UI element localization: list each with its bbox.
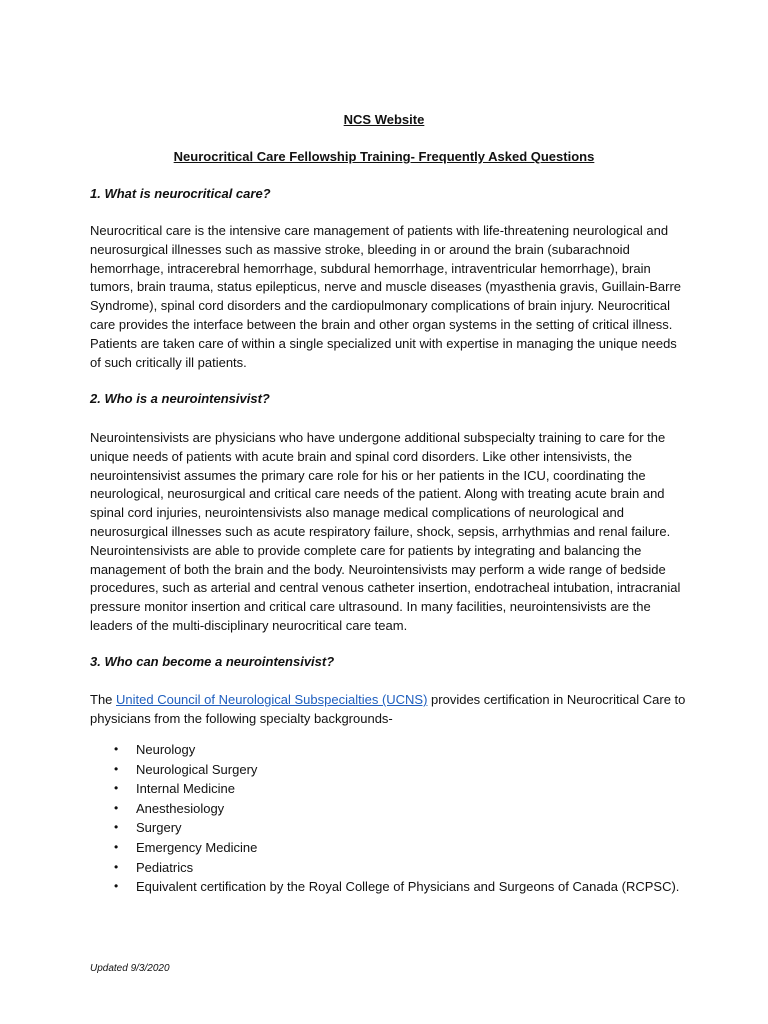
site-title: NCS Website bbox=[343, 112, 425, 127]
answer-3-suffix: provides certification in Neurocritical Care to physicians from the following specialty backgrounds- bbox=[90, 692, 686, 726]
answer-3-paragraph bbox=[90, 691, 690, 729]
answer-2-paragraph: Neurointensivists are physicians who have undergone additional subspecialty training to care for the unique needs of patients with acute brain and spinal cord disorders. Like other intensivists, the neurointensivist assumes the primary care role for his or her patients in the ICU, coordinating the neurological, neurosurgical and critical care needs of the patient. Along with treating acute brain and spinal cord injuries, neurointensivists also manage medical complications of neurological and neurosurgical illnesses such as acute respiratory failure, shock, sepsis, arrhythmias and renal failure. Neurointensivists are able to provide complete care for patients by integrating and balancing the management of both the brain and the body. Neurointensivists may perform a wide range of bedside procedures, such as arterial and central venous catheter insertion, endotracheal intubation, intracranial pressure monitor insertion and critical care ultrasound. In many facilities, neurointensivists are the leaders of the multi-disciplinary neurocritical care team. bbox=[90, 430, 681, 633]
specialty-list bbox=[90, 740, 679, 897]
question-1-heading: 1. What is neurocritical care? bbox=[90, 186, 271, 201]
answer-3-prefix: The bbox=[90, 692, 117, 707]
ucns-link[interactable]: United Council of Neurological Subspecialties (UCNS) bbox=[116, 692, 428, 707]
list-item: • Pediatrics bbox=[90, 858, 679, 878]
answer-1-paragraph: Neurocritical care is the intensive care management of patients with life-threatening neurological and neurosurgical illnesses such as massive stroke, bleeding in or around the brain (subarachnoid hemorrhage, intracerebral hemorrhage, subdural hemorrhage, intraventricular hemorrhage), brain tumors, brain trauma, status epilepticus, nerve and muscle diseases (myasthenia gravis, Guillain-Barre Syndrome), spinal cord disorders and the cardiopulmonary complications of brain injury. Neurocritical care provides the interface between the brain and other organ systems in the setting of critical illness. Patients are taken care of within a single specialized unit with expertise in managing the unique needs of such critically ill patients. bbox=[90, 223, 682, 370]
list-item: • Neurological Surgery bbox=[90, 760, 679, 780]
list-item: • Neurology bbox=[90, 740, 679, 760]
list-item: • Internal Medicine bbox=[90, 779, 679, 799]
question-3-heading: 3. Who can become a neurointensivist? bbox=[90, 654, 335, 669]
page-title: Neurocritical Care Fellowship Training- Frequently Asked Questions bbox=[173, 149, 595, 164]
list-item: • Emergency Medicine bbox=[90, 838, 679, 858]
question-2-heading: 2. Who is a neurointensivist? bbox=[90, 391, 270, 406]
list-item: • Surgery bbox=[90, 818, 679, 838]
list-item: • Anesthesiology bbox=[90, 799, 679, 819]
list-item: • Equivalent certification by the Royal College of Physicians and Surgeons of Canada (RCPSC). bbox=[90, 877, 679, 897]
updated-date-footer: Updated 9/3/2020 bbox=[90, 963, 170, 974]
